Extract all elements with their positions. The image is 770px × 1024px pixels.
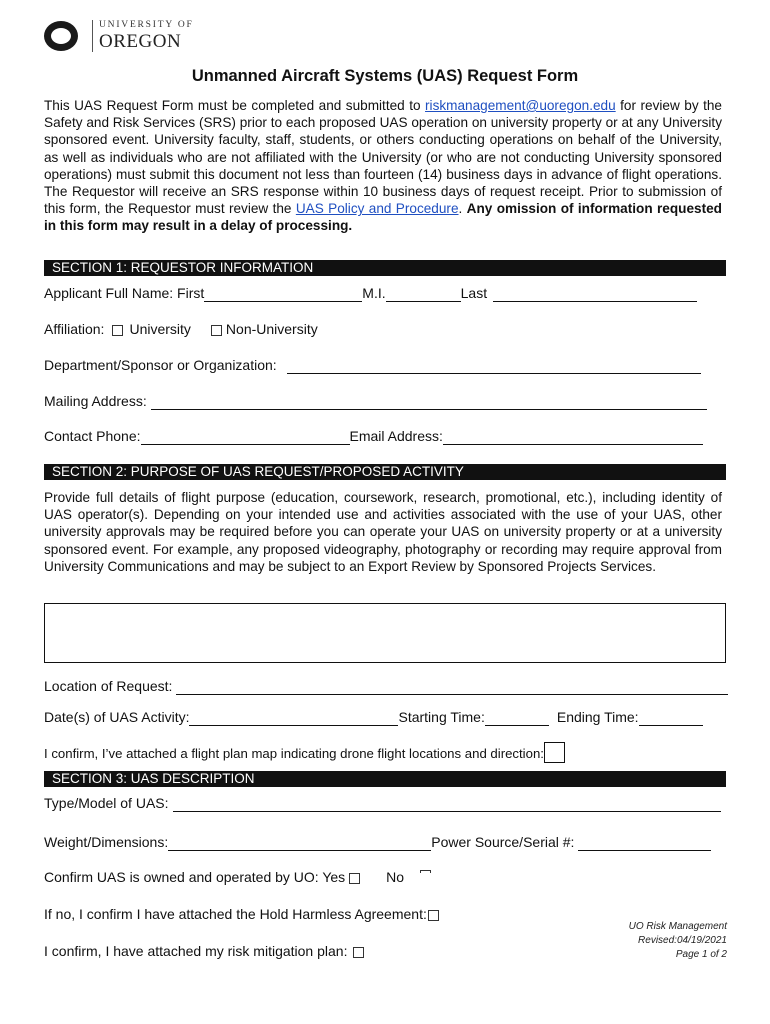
flightplan-label: I confirm, I’ve attached a flight plan map indicating drone flight locations and direction:	[44, 746, 544, 761]
end-time-label: Ending Time:	[556, 709, 639, 725]
power-label: Power Source/Serial #:	[431, 834, 575, 850]
mailing-label: Mailing Address:	[44, 393, 147, 409]
first-name-label: Applicant Full Name: First	[44, 285, 205, 301]
logo-line1: UNIVERSITY OF	[99, 19, 194, 30]
last-name-label: Last	[460, 285, 488, 301]
flightplan-row	[44, 741, 565, 763]
location-row	[44, 677, 728, 695]
dates-row	[44, 708, 703, 726]
intro-warning: Any omission of information requested in this form may result in a delay of processing.	[44, 201, 722, 234]
logo-wordmark	[99, 21, 194, 52]
mailing-field[interactable]	[151, 396, 707, 410]
type-label: Type/Model of UAS:	[44, 795, 169, 811]
email-label: Email Address:	[349, 428, 443, 444]
end-time-field[interactable]	[639, 712, 703, 726]
start-time-field[interactable]	[485, 712, 549, 726]
first-name-field[interactable]	[204, 288, 362, 302]
risk-plan-row	[44, 942, 368, 960]
logo-line2: OREGON	[99, 31, 182, 53]
phone-field[interactable]	[141, 431, 350, 445]
owned-yes-checkbox[interactable]	[349, 873, 360, 884]
dates-label: Date(s) of UAS Activity:	[44, 709, 190, 725]
intro-paragraph	[44, 97, 722, 235]
hold-harmless-label: If no, I confirm I have attached the Hold Harmless Agreement:	[44, 906, 427, 922]
university-checkbox[interactable]	[112, 325, 123, 336]
hold-harmless-checkbox[interactable]	[428, 910, 439, 921]
footer-dept: UO Risk Management	[628, 921, 727, 932]
owned-no-label: No	[386, 869, 405, 885]
owned-label: Confirm UAS is owned and operated by UO: Yes	[44, 869, 346, 885]
mailing-row	[44, 392, 707, 410]
intro-text-2: for review by the Safety and Risk Services (SRS) prior to each proposed UAS operation on university property or at any University sponsored event. University faculty, staff, students, or others conducting operations on behalf of the University, as well as individuals who are not affiliated with the University (or who are not conducting University sponsored operations) must submit this document not less than fourteen (14) business days in advance of flight operations. The Requestor will receive an SRS response within 10 business days of request receipt. Prior to submission of this form, the Requestor must review the	[44, 98, 722, 217]
university-option-label: University	[129, 321, 191, 337]
footer-revised: Revised:04/19/2021	[638, 935, 727, 946]
policy-link[interactable]: UAS Policy and Procedure	[295, 201, 459, 217]
intro-text-3: .	[458, 201, 467, 217]
weight-row	[44, 833, 711, 851]
power-field[interactable]	[578, 837, 711, 851]
email-field[interactable]	[443, 431, 703, 445]
hold-harmless-row	[44, 905, 443, 923]
risk-plan-checkbox[interactable]	[353, 947, 364, 958]
dates-field[interactable]	[189, 712, 398, 726]
logo-divider	[92, 20, 93, 52]
o-logo-icon	[44, 21, 78, 51]
phone-label: Contact Phone:	[44, 428, 141, 444]
section3-header: SECTION 3: UAS DESCRIPTION	[44, 771, 726, 787]
email-link[interactable]: riskmanagement@uoregon.edu	[425, 98, 616, 113]
owned-row	[44, 868, 431, 886]
weight-label: Weight/Dimensions:	[44, 834, 169, 850]
department-field[interactable]	[287, 360, 701, 374]
department-row	[44, 356, 701, 374]
weight-field[interactable]	[168, 837, 431, 851]
start-time-label: Starting Time:	[398, 709, 485, 725]
non-university-checkbox[interactable]	[211, 325, 222, 336]
purpose-textbox[interactable]	[44, 603, 726, 663]
department-label: Department/Sponsor or Organization:	[44, 357, 277, 373]
section2-header: SECTION 2: PURPOSE OF UAS REQUEST/PROPOSED ACTIVITY	[44, 464, 726, 480]
intro-text-1: This UAS Request Form must be completed and submitted to	[44, 98, 426, 113]
mi-field[interactable]	[386, 288, 461, 302]
mi-label: M.I.	[362, 285, 386, 301]
footer-page: Page 1 of 2	[675, 949, 727, 960]
location-label: Location of Request:	[44, 678, 173, 694]
non-university-option-label: Non-University	[225, 321, 318, 337]
applicant-name-row	[44, 284, 697, 302]
owned-no-checkbox[interactable]	[420, 870, 431, 873]
purpose-instructions: Provide full details of flight purpose (education, coursework, research, promotional, etc.), including identity of UAS operator(s). Depending on your intended use and activities associated with the use of your UAS, other university approvals may be required before you can operate your UAS on university property or at a university sponsored event. For example, any proposed videography, photography or recording may require approval from University Communications and may be subject to an Export Review by Sponsored Projects Services.	[44, 490, 722, 574]
form-title: Unmanned Aircraft Systems (UAS) Request Form	[191, 67, 579, 85]
type-field[interactable]	[173, 798, 721, 812]
flightplan-checkbox[interactable]	[544, 742, 565, 763]
affiliation-label: Affiliation:	[44, 321, 105, 337]
page-footer	[580, 920, 727, 962]
last-name-field[interactable]	[493, 288, 697, 302]
location-field[interactable]	[176, 681, 728, 695]
risk-plan-label: I confirm, I have attached my risk mitigation plan:	[44, 943, 348, 959]
section1-header: SECTION 1: REQUESTOR INFORMATION	[44, 260, 726, 276]
affiliation-row	[44, 320, 318, 338]
university-logo	[44, 20, 194, 52]
contact-row	[44, 427, 703, 445]
type-row	[44, 794, 721, 812]
